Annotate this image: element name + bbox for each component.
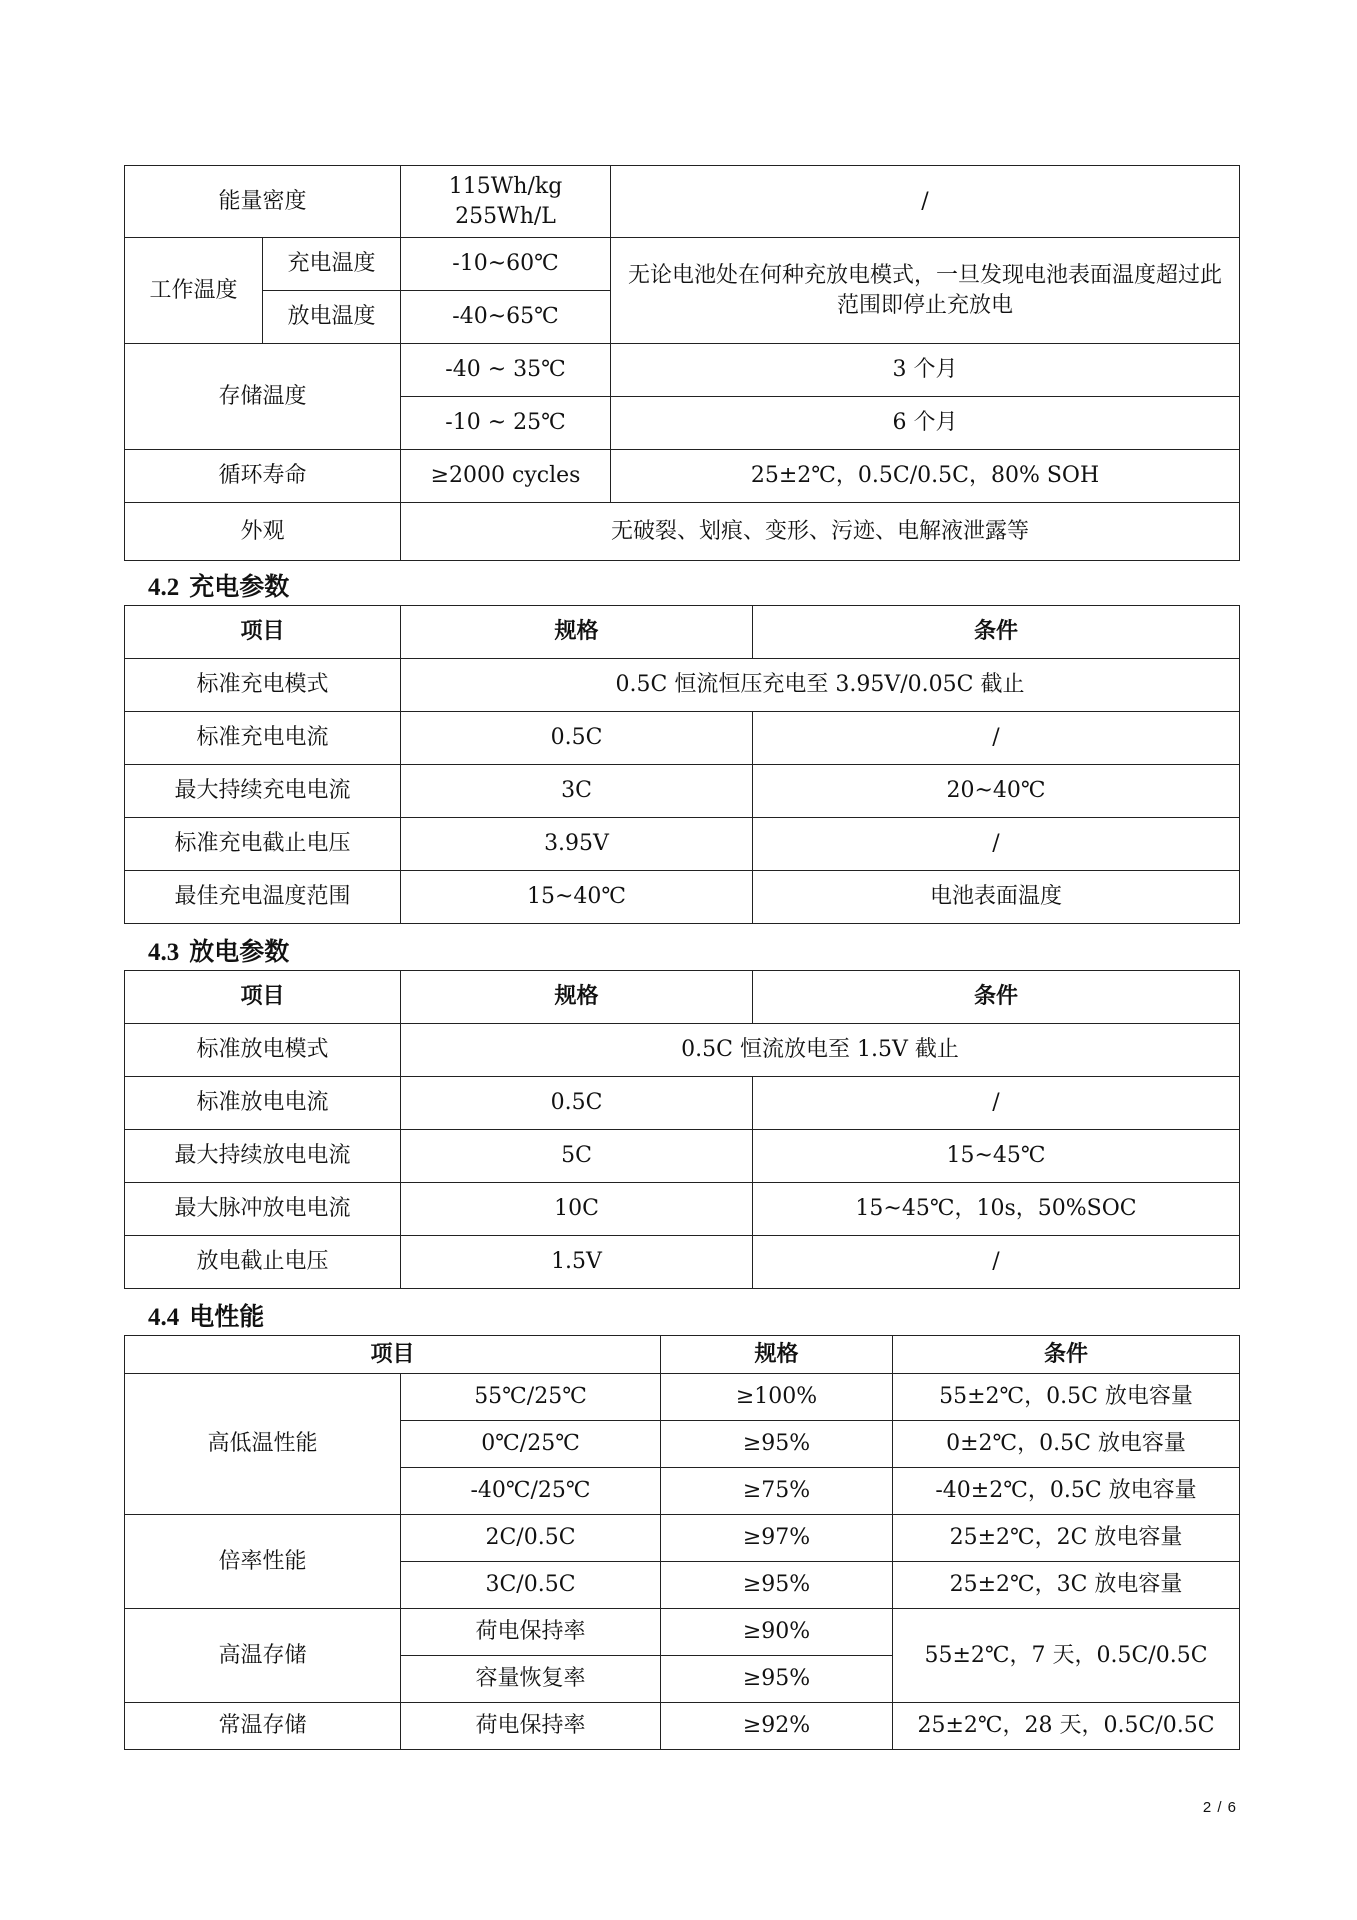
electrical-performance-table <box>124 1335 1240 1750</box>
condition-cell: 无论电池处在何种充放电模式，一旦发现电池表面温度超过此范围即停止充放电 <box>611 238 1240 344</box>
column-header: 项目 <box>125 606 401 659</box>
section-heading-4-4 <box>148 1297 264 1333</box>
section-number: 4.4 <box>148 1304 180 1331</box>
spec-cell: ≥95% <box>661 1421 893 1468</box>
item-cell: 放电截止电压 <box>125 1236 401 1289</box>
item-cell: 能量密度 <box>125 166 401 238</box>
spec-cell: ≥2000 cycles <box>401 450 611 503</box>
condition-cell: 3 个月 <box>611 344 1240 397</box>
item-cell: 存储温度 <box>125 344 401 450</box>
condition-cell: / <box>753 712 1240 765</box>
table-row <box>125 1703 1240 1750</box>
item-cell: 最大脉冲放电电流 <box>125 1183 401 1236</box>
condition-cell: / <box>611 166 1240 238</box>
table-row <box>125 1609 1240 1656</box>
spec-cell: ≥92% <box>661 1703 893 1750</box>
table-row <box>125 1077 1240 1130</box>
spec-cell: ≥75% <box>661 1468 893 1515</box>
table-row <box>125 1024 1240 1077</box>
table-row <box>125 818 1240 871</box>
condition-cell: / <box>753 818 1240 871</box>
condition-cell: 25±2℃，0.5C/0.5C，80% SOH <box>611 450 1240 503</box>
column-header: 规格 <box>401 606 753 659</box>
item-cell: 标准充电截止电压 <box>125 818 401 871</box>
spec-cell: -10 ~ 25℃ <box>401 397 611 450</box>
item-cell: 标准充电电流 <box>125 712 401 765</box>
column-header: 条件 <box>893 1336 1240 1374</box>
column-header: 条件 <box>753 606 1240 659</box>
sub-item-cell: 3C/0.5C <box>401 1562 661 1609</box>
condition-cell: 25±2℃，2C 放电容量 <box>893 1515 1240 1562</box>
column-header: 项目 <box>125 1336 661 1374</box>
condition-cell: 20~40℃ <box>753 765 1240 818</box>
condition-cell: -40±2℃，0.5C 放电容量 <box>893 1468 1240 1515</box>
spec-cell: 10C <box>401 1183 753 1236</box>
table-row <box>125 238 1240 291</box>
spec-cell: 15~40℃ <box>401 871 753 924</box>
item-cell: 常温存储 <box>125 1703 401 1750</box>
section-heading-4-3 <box>148 932 289 968</box>
condition-cell: 25±2℃，28 天，0.5C/0.5C <box>893 1703 1240 1750</box>
table-header-row <box>125 606 1240 659</box>
table-row <box>125 765 1240 818</box>
item-cell: 倍率性能 <box>125 1515 401 1609</box>
sub-item-cell: 2C/0.5C <box>401 1515 661 1562</box>
item-cell: 标准充电模式 <box>125 659 401 712</box>
section-title: 电性能 <box>189 1302 265 1331</box>
page-number: 2 / 6 <box>1202 1799 1237 1816</box>
spec-cell: ≥100% <box>661 1374 893 1421</box>
item-cell: 循环寿命 <box>125 450 401 503</box>
sub-item-cell: 放电温度 <box>263 291 401 344</box>
condition-cell: / <box>753 1236 1240 1289</box>
spec-cell: 5C <box>401 1130 753 1183</box>
discharge-params-table <box>124 970 1240 1289</box>
condition-cell: 55±2℃，0.5C 放电容量 <box>893 1374 1240 1421</box>
spec-cell <box>401 166 611 238</box>
item-cell: 标准放电电流 <box>125 1077 401 1130</box>
spec-cell: ≥97% <box>661 1515 893 1562</box>
item-cell: 工作温度 <box>125 238 263 344</box>
spec-line: 255Wh/L <box>455 203 556 229</box>
table-row <box>125 450 1240 503</box>
spec-cell: 1.5V <box>401 1236 753 1289</box>
sub-item-cell: 荷电保持率 <box>401 1609 661 1656</box>
spec-line: 115Wh/kg <box>448 173 563 199</box>
condition-cell: 0±2℃，0.5C 放电容量 <box>893 1421 1240 1468</box>
condition-cell: 电池表面温度 <box>753 871 1240 924</box>
table-row <box>125 1374 1240 1421</box>
table-row <box>125 166 1240 238</box>
spec-cell: 3C <box>401 765 753 818</box>
table-header-row <box>125 971 1240 1024</box>
condition-cell: 6 个月 <box>611 397 1240 450</box>
column-header: 规格 <box>401 971 753 1024</box>
item-cell: 最大持续放电电流 <box>125 1130 401 1183</box>
item-cell: 标准放电模式 <box>125 1024 401 1077</box>
column-header: 项目 <box>125 971 401 1024</box>
sub-item-cell: 容量恢复率 <box>401 1656 661 1703</box>
condition-cell: 无破裂、划痕、变形、污迹、电解液泄露等 <box>401 503 1240 561</box>
spec-cell: -40 ~ 35℃ <box>401 344 611 397</box>
sub-item-cell: 55℃/25℃ <box>401 1374 661 1421</box>
section-title: 放电参数 <box>189 937 290 966</box>
merged-cell: 0.5C 恒流恒压充电至 3.95V/0.05C 截止 <box>401 659 1240 712</box>
table-row <box>125 1130 1240 1183</box>
item-cell: 外观 <box>125 503 401 561</box>
table-row <box>125 1515 1240 1562</box>
spec-cell: -40~65℃ <box>401 291 611 344</box>
spec-cell: -10~60℃ <box>401 238 611 291</box>
table-row <box>125 712 1240 765</box>
sub-item-cell: -40℃/25℃ <box>401 1468 661 1515</box>
item-cell: 最佳充电温度范围 <box>125 871 401 924</box>
item-cell: 高温存储 <box>125 1609 401 1703</box>
spec-cell: ≥95% <box>661 1562 893 1609</box>
table-header-row <box>125 1336 1240 1374</box>
table-row <box>125 1183 1240 1236</box>
spec-cell: ≥95% <box>661 1656 893 1703</box>
condition-cell: 55±2℃，7 天，0.5C/0.5C <box>893 1609 1240 1703</box>
section-title: 充电参数 <box>189 572 290 601</box>
table-row <box>125 871 1240 924</box>
merged-cell: 0.5C 恒流放电至 1.5V 截止 <box>401 1024 1240 1077</box>
condition-cell: 15~45℃，10s，50%SOC <box>753 1183 1240 1236</box>
sub-item-cell: 充电温度 <box>263 238 401 291</box>
charge-params-table <box>124 605 1240 924</box>
table-row <box>125 344 1240 397</box>
spec-cell: 0.5C <box>401 712 753 765</box>
section-number: 4.2 <box>148 574 180 601</box>
column-header: 规格 <box>661 1336 893 1374</box>
item-cell: 高低温性能 <box>125 1374 401 1515</box>
item-cell: 最大持续充电电流 <box>125 765 401 818</box>
table-row <box>125 1236 1240 1289</box>
condition-cell: / <box>753 1077 1240 1130</box>
spec-cell: ≥90% <box>661 1609 893 1656</box>
condition-cell: 15~45℃ <box>753 1130 1240 1183</box>
column-header: 条件 <box>753 971 1240 1024</box>
section-heading-4-2 <box>148 567 289 603</box>
table-row <box>125 659 1240 712</box>
table-row <box>125 503 1240 561</box>
sub-item-cell: 0℃/25℃ <box>401 1421 661 1468</box>
condition-cell: 25±2℃，3C 放电容量 <box>893 1562 1240 1609</box>
properties-table <box>124 165 1240 561</box>
sub-item-cell: 荷电保持率 <box>401 1703 661 1750</box>
spec-cell: 3.95V <box>401 818 753 871</box>
section-number: 4.3 <box>148 939 180 966</box>
spec-cell: 0.5C <box>401 1077 753 1130</box>
